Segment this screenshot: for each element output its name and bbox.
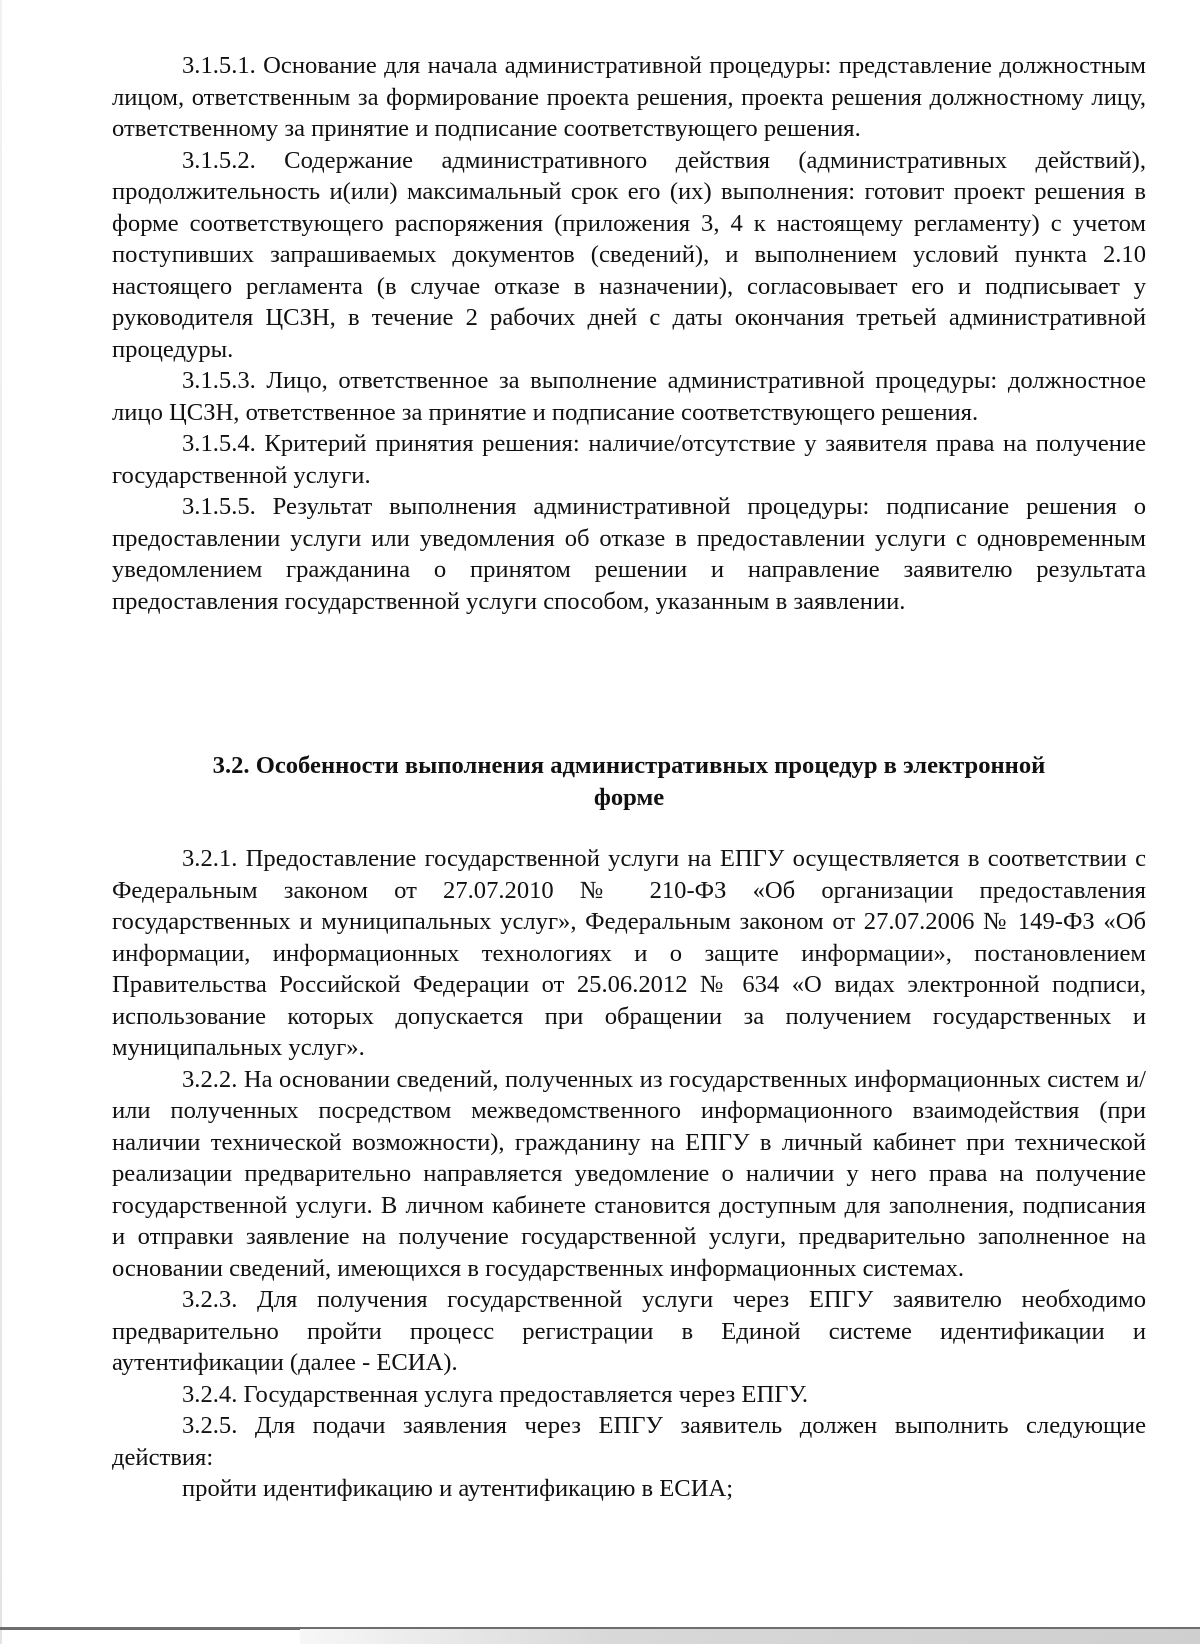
scan-bottom-shade xyxy=(300,1629,1200,1644)
scan-bottom-edge xyxy=(0,1627,1200,1644)
paragraph-3-2-5: 3.2.5. Для подачи заявления через ЕПГУ заявитель должен выполнить следующие действия: xyxy=(112,1412,1146,1471)
list-item-esia-identification: пройти идентификацию и аутентификацию в ЕСИА; xyxy=(182,1475,734,1502)
section-3-2-heading-line-2: форме xyxy=(593,783,665,811)
paragraph-3-1-5-3: 3.1.5.3. Лицо, ответственное за выполнение административной процедуры: должностное лицо ЦСЗН, ответственное за принятие и подписание соответствующего решения. xyxy=(112,367,1146,426)
section-3-2-heading-line-1: 3.2. Особенности выполнения административных процедур в электронной xyxy=(212,752,1046,779)
paragraph-3-2-2: 3.2.2. На основании сведений, полученных из государственных информационных систем и/или полученных посредством межведомственного информационного взаимодействия (при наличии технической возможности), гражданину на ЕПГУ в личный кабинет при технической реализации предварительно направляется уведомление о наличии у него права на получение государственной услуги. В личном кабинете становится доступным для заполнения, подписания и отправки заявление на получение государственной услуги, предварительно заполненное на основании сведений, имеющихся в государственных информационных системах. xyxy=(112,1065,1146,1282)
paragraph-3-1-5-1: 3.1.5.1. Основание для начала административной процедуры: представление должностным лицом, ответственным за формирование проекта решения, проекта решения должностному лицу, ответственному за принятие и подписание соответствующего решения. xyxy=(112,52,1146,142)
paragraph-3-2-3: 3.2.3. Для получения государственной услуги через ЕПГУ заявителю необходимо предварительно пройти процесс регистрации в Единой системе идентификации и аутентификации (далее - ЕСИА). xyxy=(112,1286,1146,1376)
paragraph-3-1-5-4: 3.1.5.4. Критерий принятия решения: наличие/отсутствие у заявителя права на получение государственной услуги. xyxy=(112,430,1146,489)
section-3-2-text xyxy=(112,843,1146,1505)
section-3-2-heading xyxy=(112,750,1146,813)
paragraph-3-1-5-2: 3.1.5.2. Содержание административного действия (административных действий), продолжительность и(или) максимальный срок его (их) выполнения: готовит проект решения в форме соответствующего распоряжения (приложения 3, 4 к настоящему регламенту) с учетом поступивших запрашиваемых документов (сведений), и выполнением условий пункта 2.10 настоящего регламента (в случае отказе в назначении), согласовывает его и подписывает у руководителя ЦСЗН, в течение 2 рабочих дней с даты окончания третьей административной процедуры. xyxy=(112,146,1146,363)
paragraph-3-2-4: 3.2.4. Государственная услуга предоставляется через ЕПГУ. xyxy=(182,1380,808,1408)
paragraph-3-2-1: 3.2.1. Предоставление государственной услуги на ЕПГУ осуществляется в соответствии с Федеральным законом от 27.07.2010 № 210-ФЗ «Об организации предоставления государственных и муниципальных услуг», Федеральным законом от 27.07.2006 № 149-ФЗ «Об информации, информационных технологиях и о защите информации», постановлением Правительства Российской Федерации от 25.06.2012 № 634 «О видах электронной подписи, использование которых допускается при обращении за получением государственных и муниципальных услуг». xyxy=(112,845,1146,1061)
scan-left-edge xyxy=(0,0,2,1644)
section-3-1-5-text xyxy=(112,50,1146,617)
paragraph-3-1-5-5: 3.1.5.5. Результат выполнения административной процедуры: подписание решения о предоставлении услуги или уведомления об отказе в предоставлении услуги с одновременным уведомлением гражданина о принятом решении и направление заявителю результата предоставления государственной услуги способом, указанным в заявлении. xyxy=(112,493,1146,615)
